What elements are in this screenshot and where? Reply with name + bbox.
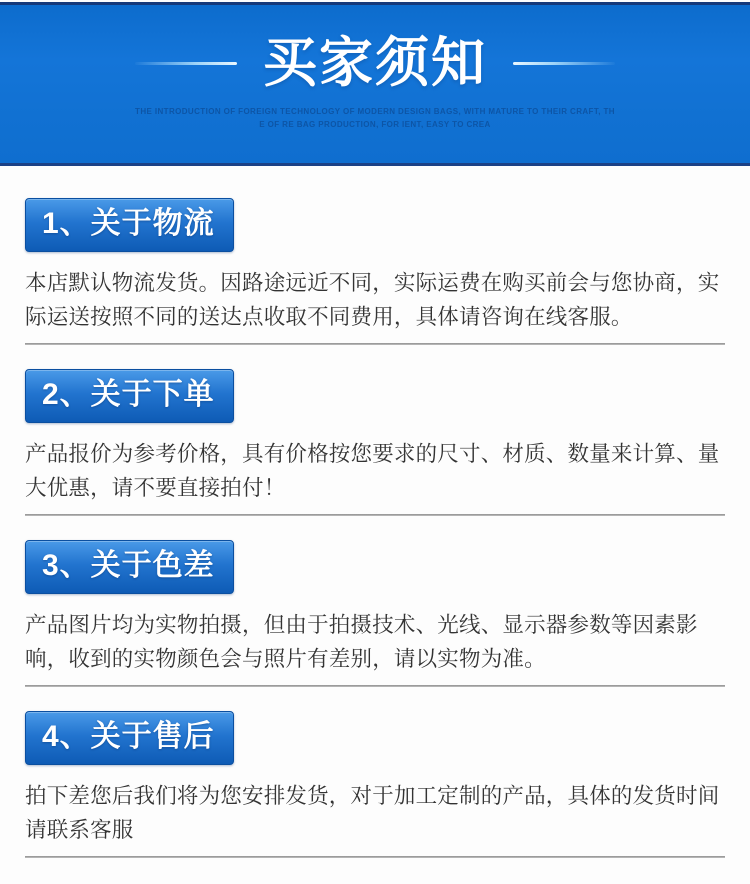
section-after-sales-body: 拍下差您后我们将为您安排发货，对于加工定制的产品，具体的发货时间请联系客服: [25, 784, 720, 842]
page-title: 买家须知: [263, 33, 487, 93]
section-color-difference-body: 产品图片均为实物拍摄，但由于拍摄技术、光线、显示器参数等因素影响，收到的实物颜色会与照片有差别，请以实物为准。: [25, 613, 698, 671]
notice-content: [0, 166, 750, 858]
section-color-difference-badge: 3、关于色差: [25, 540, 234, 594]
section-logistics-body: 本店默认物流发货。因路途远近不同，实际运费在购买前会与您协商，实际运送按照不同的送达点收取不同费用，具体请咨询在线客服。: [25, 271, 720, 329]
decorative-line-left: [135, 62, 237, 65]
buyer-notice-banner: [0, 2, 750, 166]
section-divider: [25, 856, 725, 858]
section-ordering-badge: 2、关于下单: [25, 369, 234, 423]
section-after-sales-badge: 4、关于售后: [25, 711, 234, 765]
section-ordering: [25, 345, 725, 516]
banner-subtitle: [0, 105, 750, 131]
section-logistics: [25, 166, 725, 345]
section-after-sales: [25, 687, 725, 858]
banner-subtitle-line1: THE INTRODUCTION OF FOREIGN TECHNOLOGY OF MODERN DESIGN BAGS, WITH MATURE TO THEIR CRAFT, TH: [135, 107, 615, 116]
section-logistics-badge: 1、关于物流: [25, 198, 234, 252]
banner-subtitle-line2: E OF RE BAG PRODUCTION, FOR IENT, EASY TO CREA: [259, 120, 491, 129]
section-color-difference: [25, 516, 725, 687]
banner-title-row: [0, 5, 750, 91]
decorative-line-right: [513, 62, 615, 65]
section-ordering-body: 产品报价为参考价格，具有价格按您要求的尺寸、材质、数量来计算、量大优惠，请不要直接拍付！: [25, 442, 720, 500]
